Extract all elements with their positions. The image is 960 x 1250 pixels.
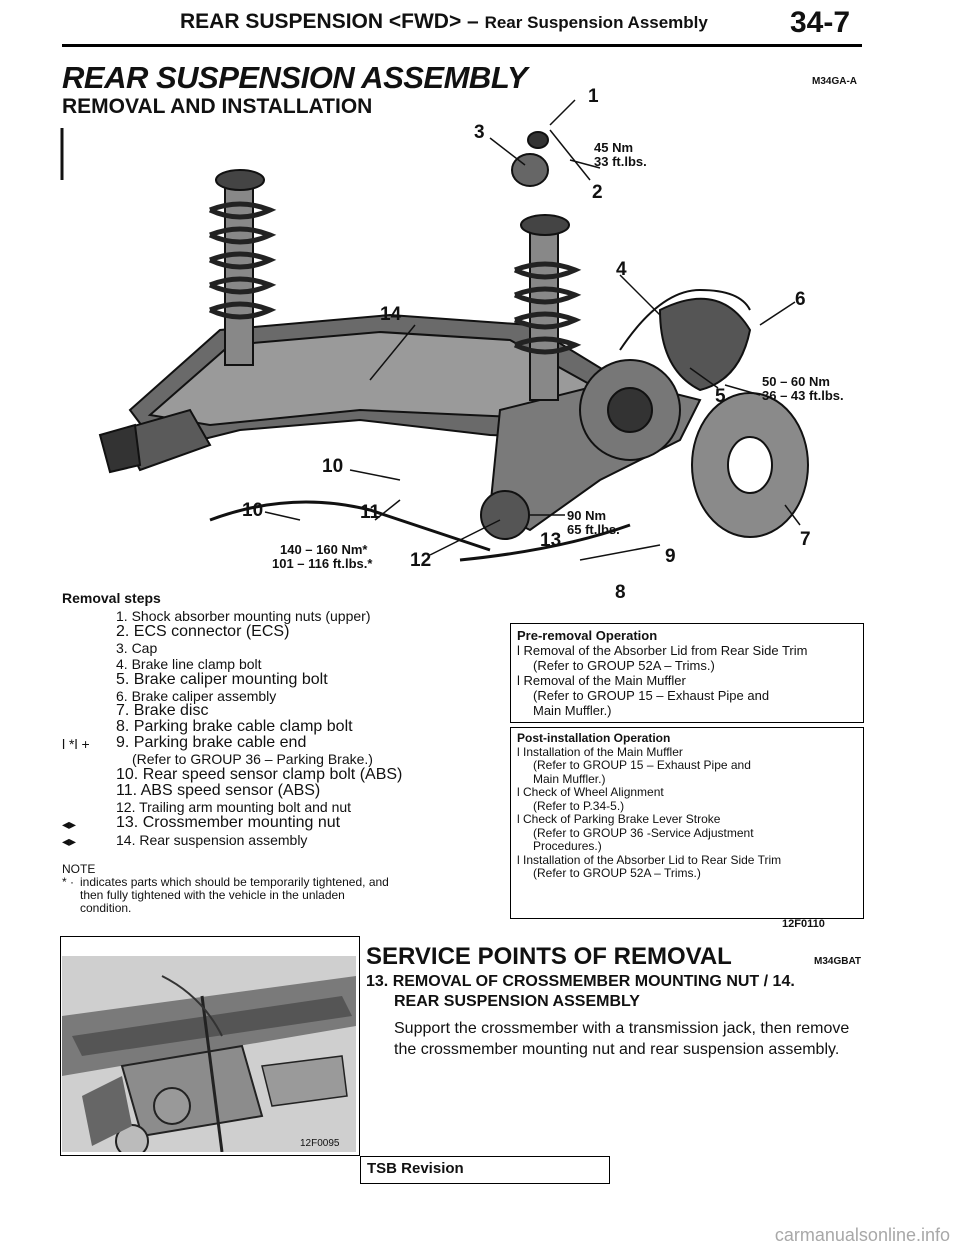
pre-removal-line: l Removal of the Main Muffler [517,673,686,688]
post-line: (Refer to GROUP 52A – Trims.) [533,866,701,880]
callout-5: 5 [715,386,726,407]
pre-removal-line: (Refer to GROUP 52A – Trims.) [533,658,715,673]
note-label: NOTE [62,862,96,876]
callout-12: 12 [410,550,432,571]
note-line-2: then fully tightened with the vehicle in the unladen [80,888,345,902]
step-14-mark: ◂▸ [62,833,77,849]
photo-code: 12F0095 [300,1138,340,1149]
callout-6: 6 [795,289,806,310]
step-9: 9. Parking brake cable end [116,734,307,751]
header-section: REAR SUSPENSION <FWD> [180,10,462,33]
torque-4-ft: 101 – 116 ft.lbs.* [272,556,373,571]
step-6: 6. Brake caliper assembly [116,688,277,704]
step-2: 2. ECS connector (ECS) [116,623,290,640]
tsb-revision-box [360,1156,610,1184]
service-subtitle-line-2: REAR SUSPENSION ASSEMBLY [394,993,640,1010]
pre-removal-title: Pre-removal Operation [517,628,658,643]
torque-1-nm: 45 Nm [594,140,634,155]
post-installation-title: Post-installation Operation [517,731,671,745]
post-line: l Installation of the Main Muffler [517,744,683,759]
page-title: REAR SUSPENSION ASSEMBLY [62,60,528,95]
title-code: M34GA-A [812,76,858,87]
step-11: 11. ABS speed sensor (ABS) [116,782,321,799]
note-line-1: indicates parts which should be temporarily tightened, and [80,875,389,889]
callout-10b: 10 [242,500,264,521]
callout-13: 13 [540,530,562,551]
torque-2-nm: 50 – 60 Nm [762,374,830,389]
post-line: l Check of Parking Brake Lever Stroke [517,812,721,826]
callout-9: 9 [665,546,676,567]
figure-code: 12F0110 [782,918,825,930]
step-10: 10. Rear speed sensor clamp bolt (ABS) [116,766,403,783]
note-star: * · [62,875,74,889]
post-line: Main Muffler.) [533,771,606,786]
header-dash: – [461,10,485,33]
page-header [180,10,708,34]
callout-10a: 10 [322,456,344,477]
torque-2-ft: 36 – 43 ft.lbs. [762,388,844,403]
callout-4: 4 [616,259,627,280]
pre-removal-box [510,623,864,723]
callout-8: 8 [615,582,626,603]
pre-removal-line: l Removal of the Absorber Lid from Rear Side Trim [517,643,808,658]
post-installation-box [510,727,864,919]
service-subtitle-line-1: 13. REMOVAL OF CROSSMEMBER MOUNTING NUT / 14. [366,973,795,990]
tsb-label: TSB Revision [367,1160,464,1177]
post-line: l Installation of the Absorber Lid to Rear Side Trim [517,852,782,867]
step-14: 14. Rear suspension assembly [116,832,308,848]
step-13: 13. Crossmember mounting nut [116,814,341,831]
header-rule [62,44,862,47]
step-9-ref: (Refer to GROUP 36 – Parking Brake.) [132,751,373,767]
post-line: (Refer to GROUP 36 -Service Adjustment [533,825,754,840]
page-number: 34-7 [790,6,851,39]
step-4: 4. Brake line clamp bolt [116,656,262,672]
step-9-mark: l *l + [62,736,90,752]
callout-2: 2 [592,182,603,203]
pre-removal-line: (Refer to GROUP 15 – Exhaust Pipe and [533,688,770,703]
callout-1: 1 [588,86,599,107]
service-points-title: SERVICE POINTS OF REMOVAL [366,943,732,970]
callout-7: 7 [800,529,811,550]
service-subtitle [366,972,795,1012]
post-line: (Refer to GROUP 15 – Exhaust Pipe and [533,758,751,772]
torque-1-ft: 33 ft.lbs. [594,154,647,169]
step-12: 12. Trailing arm mounting bolt and nut [116,799,352,815]
torque-3-nm: 90 Nm [567,508,607,523]
pre-removal-line: Main Muffler.) [533,703,612,718]
watermark: carmanualsonline.info [774,1225,950,1245]
torque-4-nm: 140 – 160 Nm* [280,542,368,557]
service-body: Support the crossmember with a transmission jack, then remove the crossmember mounting nut and rear suspension assembly. [394,1020,850,1058]
service-code: M34GBAT [814,956,862,967]
step-1: 1. Shock absorber mounting nuts (upper) [116,608,371,624]
crossmember-photo [62,956,356,1152]
header-subsection: Rear Suspension Assembly [484,13,708,32]
step-3: 3. Cap [116,640,158,656]
post-line: (Refer to P.34-5.) [533,798,625,813]
torque-3-ft: 65 ft.lbs. [567,522,620,537]
suspension-diagram [60,80,860,610]
step-7: 7. Brake disc [116,702,209,719]
post-line: Procedures.) [533,839,602,853]
callout-14: 14 [380,304,402,325]
step-13-mark: ◂▸ [62,816,77,832]
step-5: 5. Brake caliper mounting bolt [116,671,328,688]
section-subtitle: REMOVAL AND INSTALLATION [62,95,373,118]
post-line: l Check of Wheel Alignment [517,785,664,799]
callout-3: 3 [474,122,485,143]
step-8: 8. Parking brake cable clamp bolt [116,718,353,735]
callout-11: 11 [360,502,381,523]
removal-heading: Removal steps [62,590,161,606]
note-line-3: condition. [80,901,132,915]
